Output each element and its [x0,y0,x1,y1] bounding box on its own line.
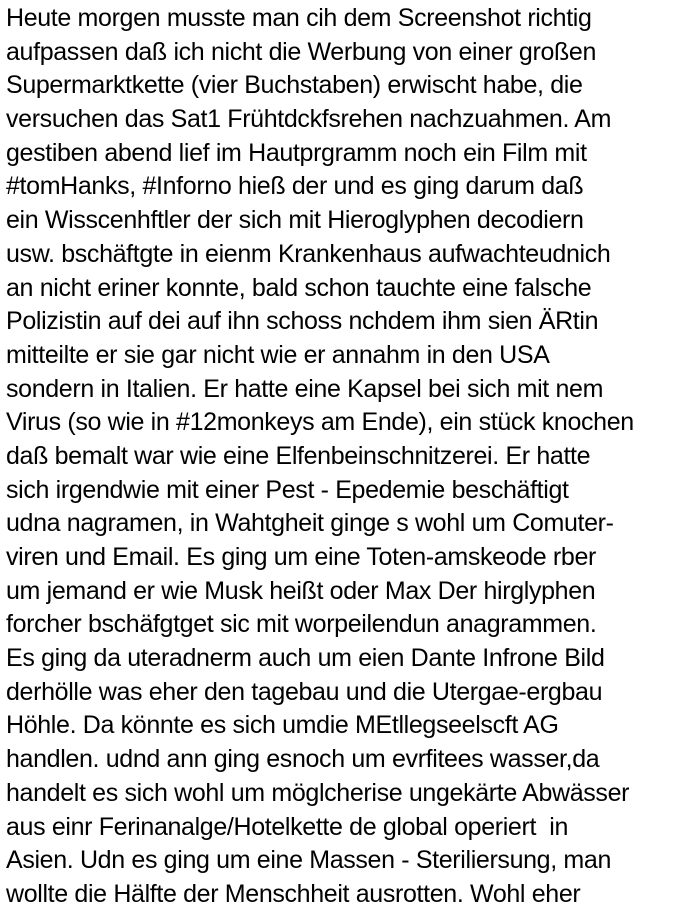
text-line: sondern in Italien. Er hatte eine Kapsel bei sich mit nem [6,374,604,403]
text-line: Polizistin auf dei auf ihn schoss nchdem ihm sien ÄRtin [6,307,599,336]
text-line: handelt es sich wohl um möglcherise ungekärte Abwässer [6,778,630,807]
text-line: um jemand er wie Musk heißt oder Max Der hirglyphen [6,576,596,605]
text-line: ein Wisscenhftler der sich mit Hieroglyphen decodiern [6,206,584,235]
text-line: Heute morgen musste man cih dem Screenshot richtig [6,4,592,32]
text-line: sich irgendwie mit einer Pest - Epedemie beschäftigt [6,475,569,504]
text-line: viren und Email. Es ging um eine Toten-amskeode rber [6,543,596,571]
text-line: versuchen das Sat1 Frühtdckfsrehen nachzuahmen. Am [6,105,612,134]
text-line: forcher bschäfgtget sic mit worpeilendun anagrammen. [6,610,597,639]
text-line: Höhle. Da könnte es sich umdie MEtllegseelscft AG [6,711,559,740]
text-line: Asien. Udn es ging um eine Massen - Steriliersung, man [6,846,612,875]
text-line: daß bemalt war wie eine Elfenbeinschnitzerei. Er hatte [6,441,591,470]
text-line: Es ging da uteradnerm auch um eien Dante Infrone Bild [6,644,605,673]
text-line: Virus (so wie in #12monkeys am Ende), ein stück knochen [6,408,634,437]
text-line: aufpassen daß ich nicht die Werbung von einer großen [6,37,597,66]
text-line: mitteilte er sie gar nicht wie er annahm in den USA [6,340,550,369]
text-line: #tomHanks, #Inforno hieß der und es ging darum daß [6,172,584,201]
text-line: an nicht eriner konnte, bald schon tauchte eine falsche [6,273,592,302]
text-line: handlen. udnd ann ging esnoch um evrfitees wasser,da [6,745,600,774]
text-line: derhölle was eher den tagebau und die Utergae-ergbau [6,677,603,706]
text-line: udna nagramen, in Wahtgheit ginge s wohl um Comuter- [6,509,614,538]
text-line: gestiben abend lief im Hautprgramm noch ein Film mit [6,138,587,167]
body-text [6,2,682,912]
text-line: wollte die Hälfte der Menschheit ausrotten. Wohl eher [6,879,581,908]
text-line: aus einr Ferinanalge/Hotelkette de global operiert in [6,812,569,841]
text-line: Supermarktkette (vier Buchstaben) erwischt habe, die [6,71,583,100]
text-line: usw. bschäftgte in eienm Krankenhaus aufwachteudnich [6,239,611,268]
